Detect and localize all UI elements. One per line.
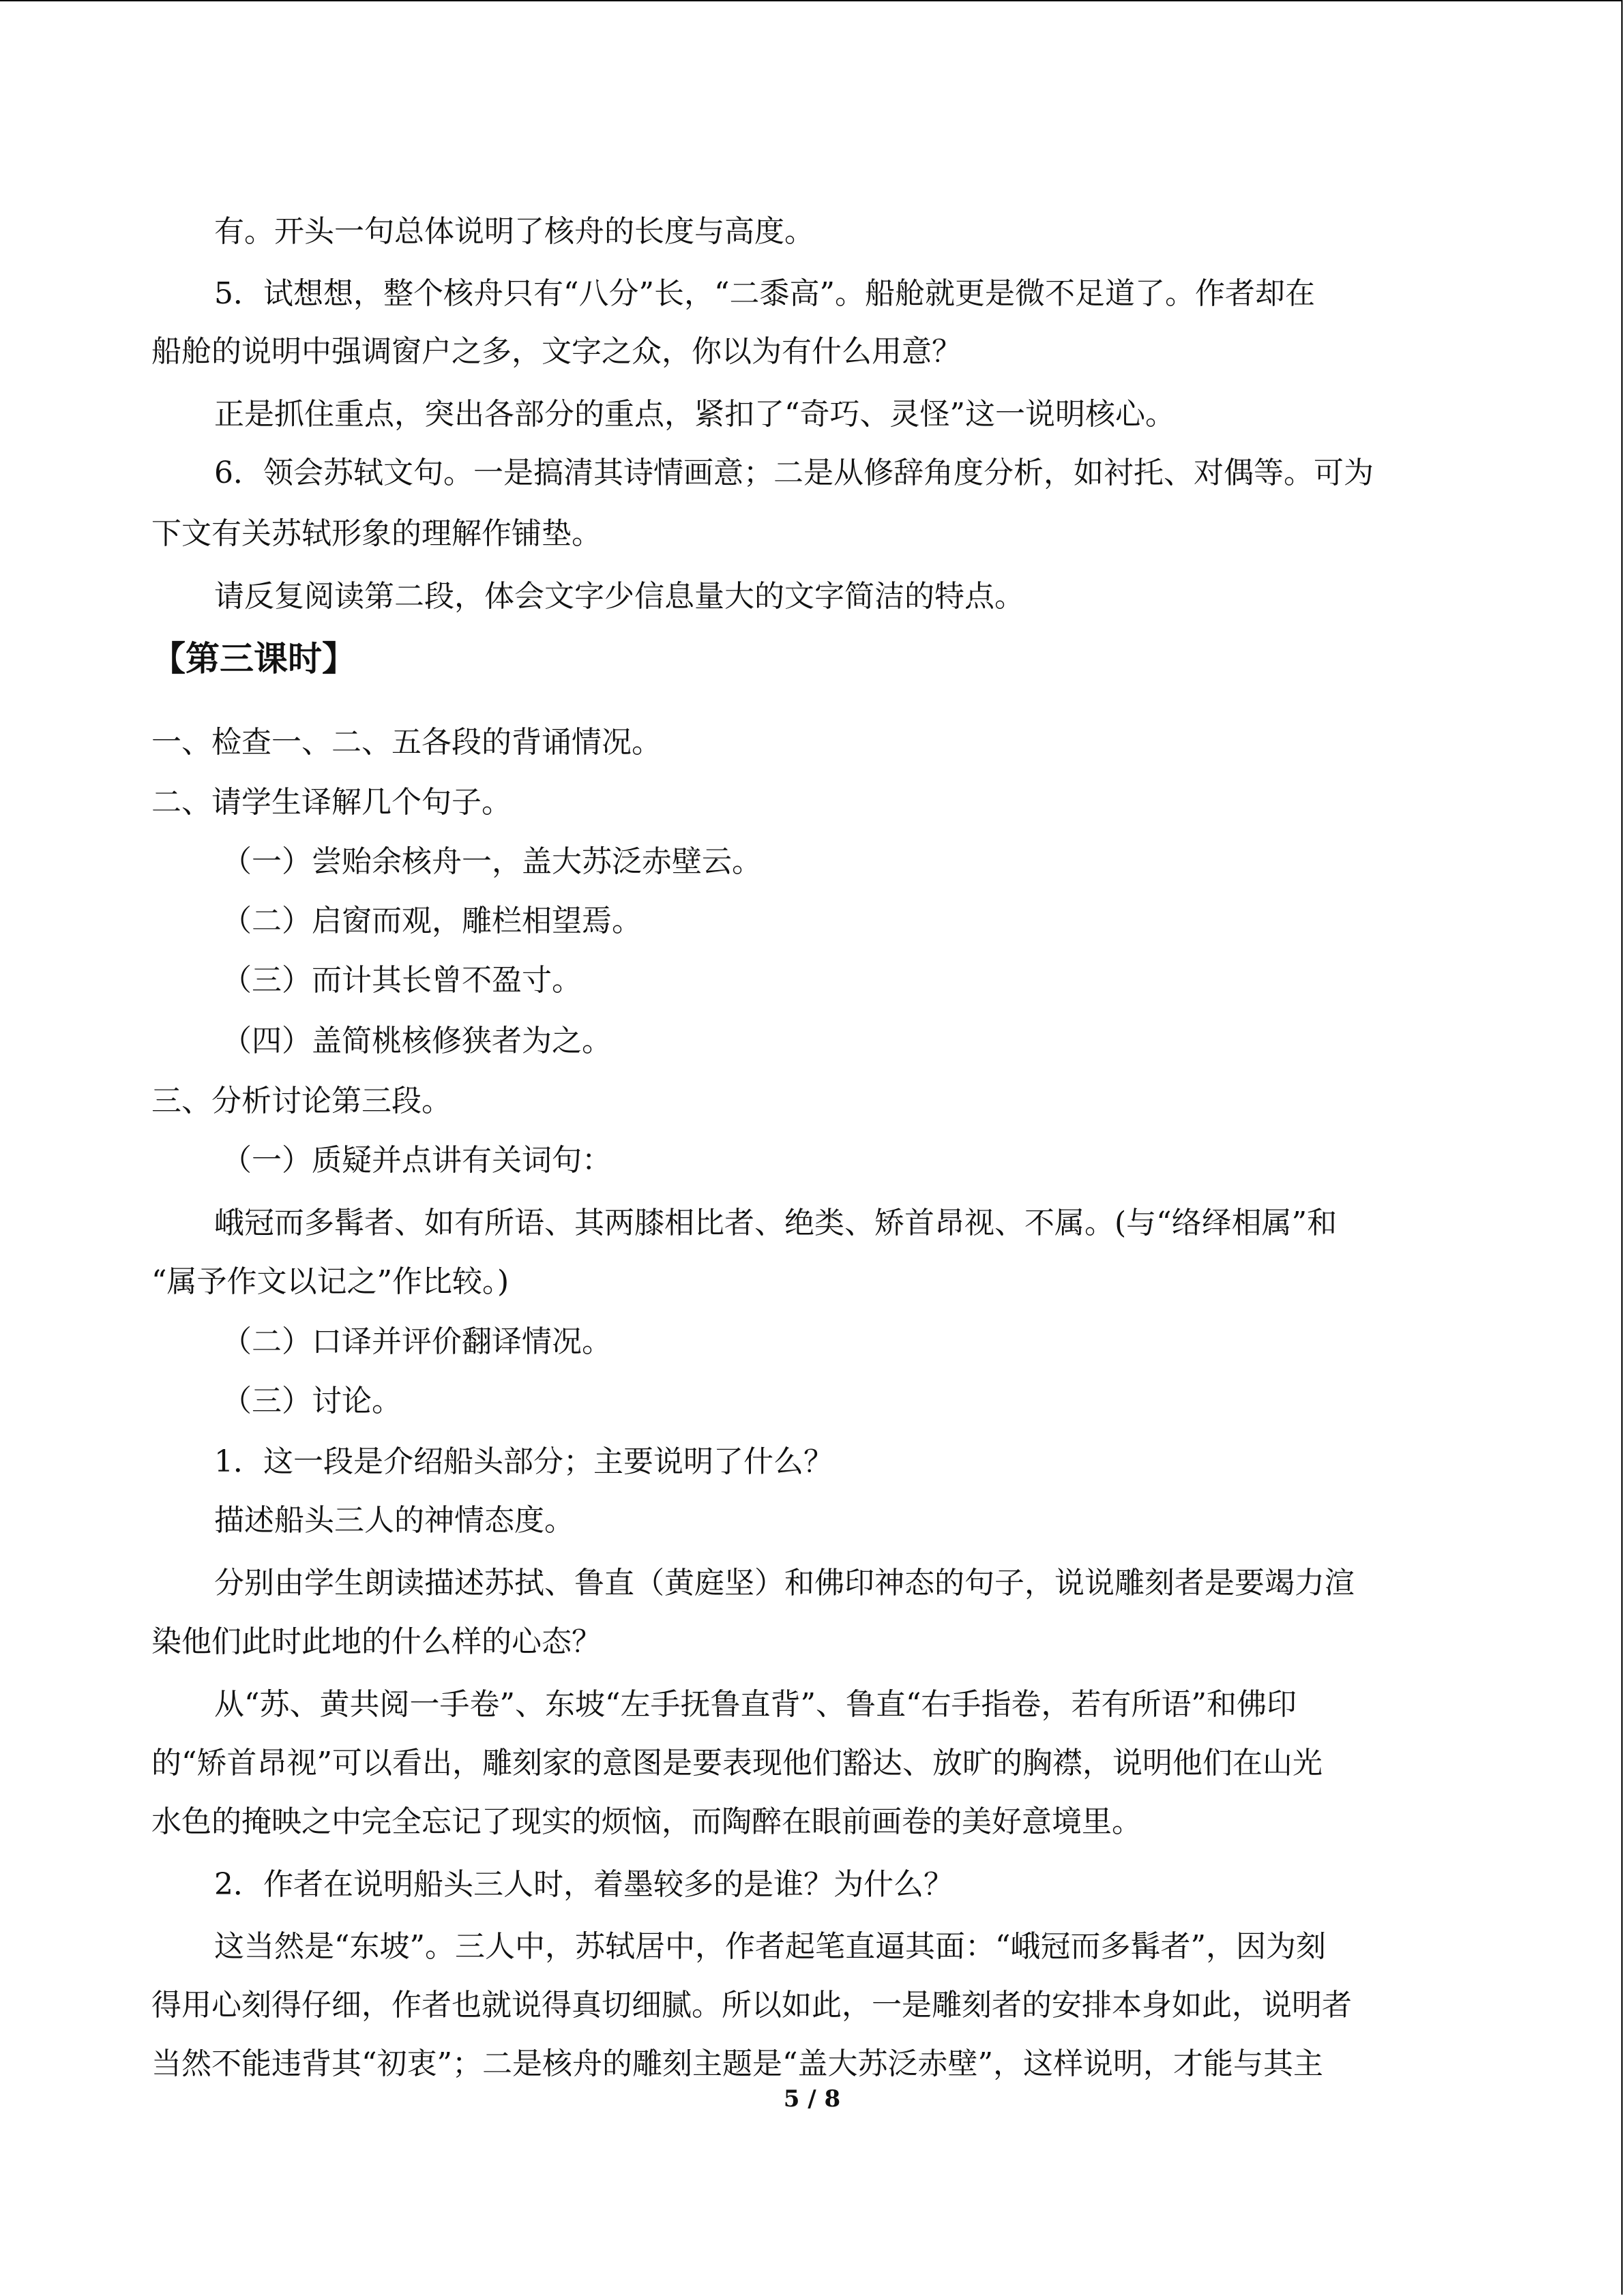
- text-line: 二、请学生译解几个句子。: [151, 785, 512, 820]
- text-line: 水色的掩映之中完全忘记了现实的烦恼，而陶醉在眼前画卷的美好意境里。: [151, 1804, 1142, 1839]
- text-line: （二）口译并评价翻译情况。: [222, 1324, 612, 1359]
- text-line: 分别由学生朗读描述苏拭、鲁直（黄庭坚）和佛印神态的句子，说说雕刻者是要竭力渲: [214, 1566, 1355, 1600]
- text-line: （四）盖简桃核修狭者为之。: [222, 1024, 612, 1058]
- text-line: 染他们此时此地的什么样的心态？: [151, 1624, 602, 1659]
- text-line: （三）讨论。: [222, 1384, 402, 1418]
- text-line: 下文有关苏轼形象的理解作铺垫。: [151, 516, 602, 551]
- text-line: （一）尝贻余核舟一，盖大苏泛赤壁云。: [222, 844, 762, 879]
- text-line: 一、检查一、二、五各段的背诵情况。: [151, 725, 662, 760]
- text-line: “属予作文以记之”作比较。): [151, 1264, 510, 1299]
- text-line: 6．领会苏轼文句。一是搞清其诗情画意；二是从修辞角度分析，如衬托、对偶等。可为: [214, 456, 1374, 490]
- text-line: 当然不能违背其“初衷”；二是核舟的雕刻主题是“盖大苏泛赤壁”，这样说明，才能与其主: [151, 2046, 1323, 2081]
- page-number: 5 / 8: [783, 2085, 841, 2113]
- text-line: 1．这一段是介绍船头部分；主要说明了什么？: [214, 1444, 833, 1479]
- text-line: 5．试想想，整个核舟只有“八分”长，“二黍高”。船舱就更是微不足道了。作者却在: [214, 276, 1315, 311]
- text-line: 三、分析讨论第三段。: [151, 1084, 452, 1118]
- section-heading: 【第三课时】: [151, 638, 356, 679]
- text-line: 2．作者在说明船头三人时，着墨较多的是谁？为什么？: [214, 1867, 954, 1902]
- text-line: 峨冠而多髯者、如有所语、其两膝相比者、绝类、矫首昂视、不属。(与“络绎相属”和: [214, 1206, 1338, 1240]
- text-line: 正是抓住重点，突出各部分的重点，紧扣了“奇巧、灵怪”这一说明核心。: [214, 397, 1175, 432]
- text-line: 的“矫首昂视”可以看出，雕刻家的意图是要表现他们豁达、放旷的胸襟，说明他们在山光: [151, 1746, 1323, 1780]
- text-line: 船舱的说明中强调窗户之多，文字之众，你以为有什么用意？: [151, 334, 962, 369]
- text-line: 从“苏、黄共阅一手卷”、东坡“左手抚鲁直背”、鲁直“右手指卷，若有所语”和佛印: [214, 1687, 1297, 1722]
- text-line: 有。开头一句总体说明了核舟的长度与高度。: [214, 214, 814, 249]
- text-line: 得用心刻得仔细，作者也就说得真切细腻。所以如此，一是雕刻者的安排本身如此，说明者: [151, 1988, 1352, 2023]
- text-line: 这当然是“东坡”。三人中，苏轼居中，作者起笔直逼其面：“峨冠而多髯者”，因为刻: [214, 1929, 1326, 1964]
- text-line: 描述船头三人的神情态度。: [214, 1503, 574, 1538]
- text-line: （三）而计其长曾不盈寸。: [222, 963, 582, 998]
- text-line: （二）启窗而观，雕栏相望焉。: [222, 904, 642, 938]
- text-line: （一）质疑并点讲有关词句：: [222, 1143, 612, 1178]
- text-line: 请反复阅读第二段，体会文字少信息量大的文字简洁的特点。: [214, 579, 1024, 614]
